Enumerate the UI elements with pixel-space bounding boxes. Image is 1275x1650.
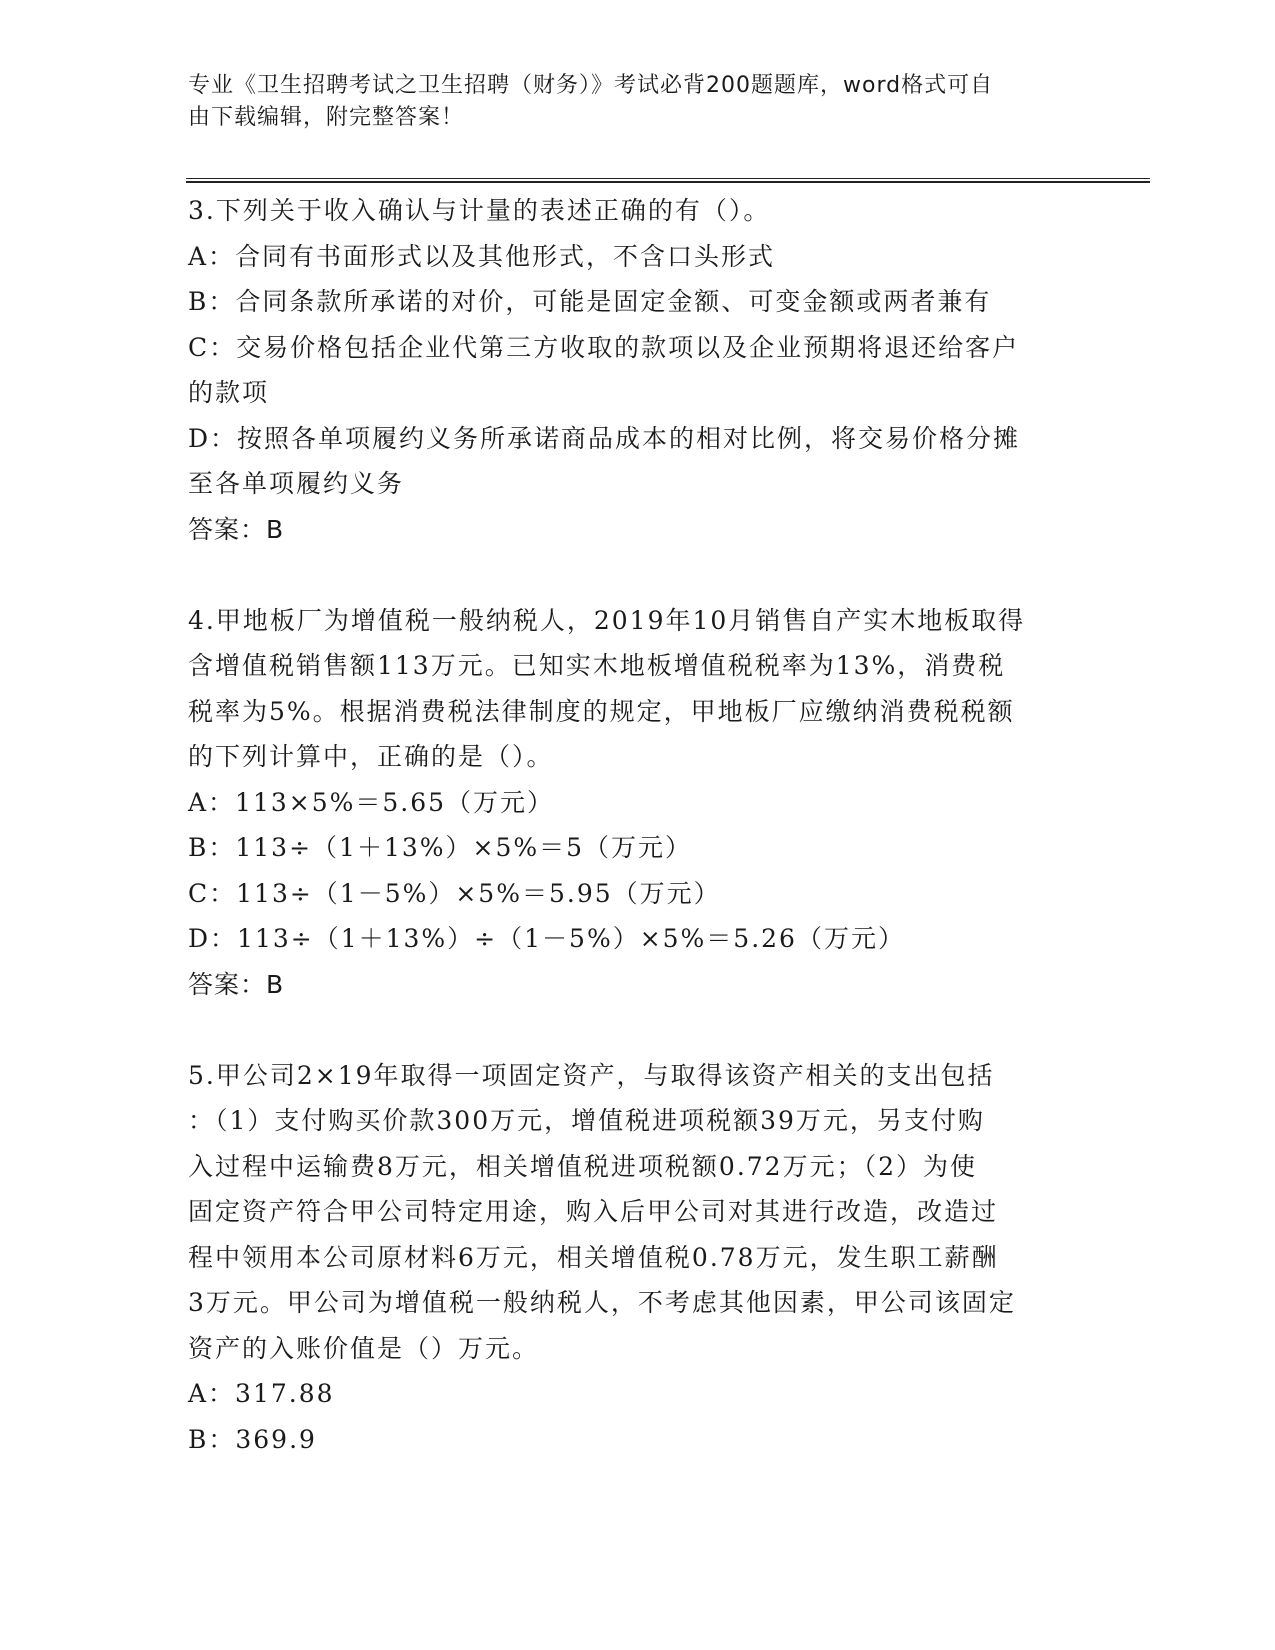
option-b: B：合同条款所承诺的对价，可能是固定金额、可变金额或两者兼有 [188,287,992,316]
question-stem-continued: 税率为5%。根据消费税法律制度的规定，甲地板厂应缴纳消费税税额 [188,696,1015,726]
option-d: D：113÷（1＋13%）÷（1－5%）×5%＝5.26（万元） [188,924,905,953]
question-3 [188,188,1088,552]
option-c: C：113÷（1－5%）×5%＝5.95（万元） [188,878,721,908]
spacer [188,552,1088,598]
document-header [188,70,1068,134]
question-4 [188,598,1088,1008]
question-stem-continued: 含增值税销售额113万元。已知实木地板增值税税率为13%，消费税 [188,651,1006,680]
answer-label: 答案：B [188,969,285,999]
option-c-continued: 的款项 [188,378,270,407]
question-stem: 3.下列关于收入确认与计量的表述正确的有（）。 [188,196,771,225]
option-d-continued: 至各单项履约义务 [188,469,405,498]
header-divider-thick [186,181,1150,183]
question-stem: 5.甲公司2×19年取得一项固定资产，与取得该资产相关的支出包括 [188,1060,995,1090]
header-line-2: 由下载编辑，附完整答案！ [188,105,465,130]
option-b: B：113÷（1＋13%）×5%＝5（万元） [188,833,693,862]
question-stem-continued: 的下列计算中，正确的是（）。 [188,742,554,771]
option-b: B：369.9 [188,1424,317,1454]
question-stem-continued: 资产的入账价值是（）万元。 [188,1333,540,1363]
option-a: A：113×5%＝5.65（万元） [188,787,555,817]
header-line-1: 专业《卫生招聘考试之卫生招聘（财务）》考试必背200题题库，word格式可自 [188,73,994,98]
question-stem-continued: 入过程中运输费8万元，相关增值税进项税额0.72万元；（2）为使 [188,1151,977,1181]
question-5 [188,1053,1088,1463]
option-a: A：合同有书面形式以及其他形式，不含口头形式 [188,241,776,271]
question-stem-continued: 3万元。甲公司为增值税一般纳税人，不考虑其他因素，甲公司该固定 [188,1288,1016,1317]
question-list [188,188,1088,1462]
answer-label: 答案：B [188,514,285,544]
question-stem-continued: ：（1）支付购买价款300万元，增值税进项税额39万元，另支付购 [188,1106,985,1135]
question-stem-continued: 程中领用本公司原材料6万元，相关增值税0.78万元，发生职工薪酬 [188,1242,999,1272]
option-d: D：按照各单项履约义务所承诺商品成本的相对比例，将交易价格分摊 [188,423,1021,453]
option-c: C：交易价格包括企业代第三方收取的款项以及企业预期将退还给客户 [188,332,1020,362]
header-divider-thin [186,178,1150,179]
spacer [188,1007,1088,1053]
question-stem: 4.甲地板厂为增值税一般纳税人，2019年10月销售自产实木地板取得 [188,605,1026,635]
question-stem-continued: 固定资产符合甲公司特定用途，购入后甲公司对其进行改造，改造过 [188,1197,999,1226]
option-a: A：317.88 [188,1379,335,1408]
